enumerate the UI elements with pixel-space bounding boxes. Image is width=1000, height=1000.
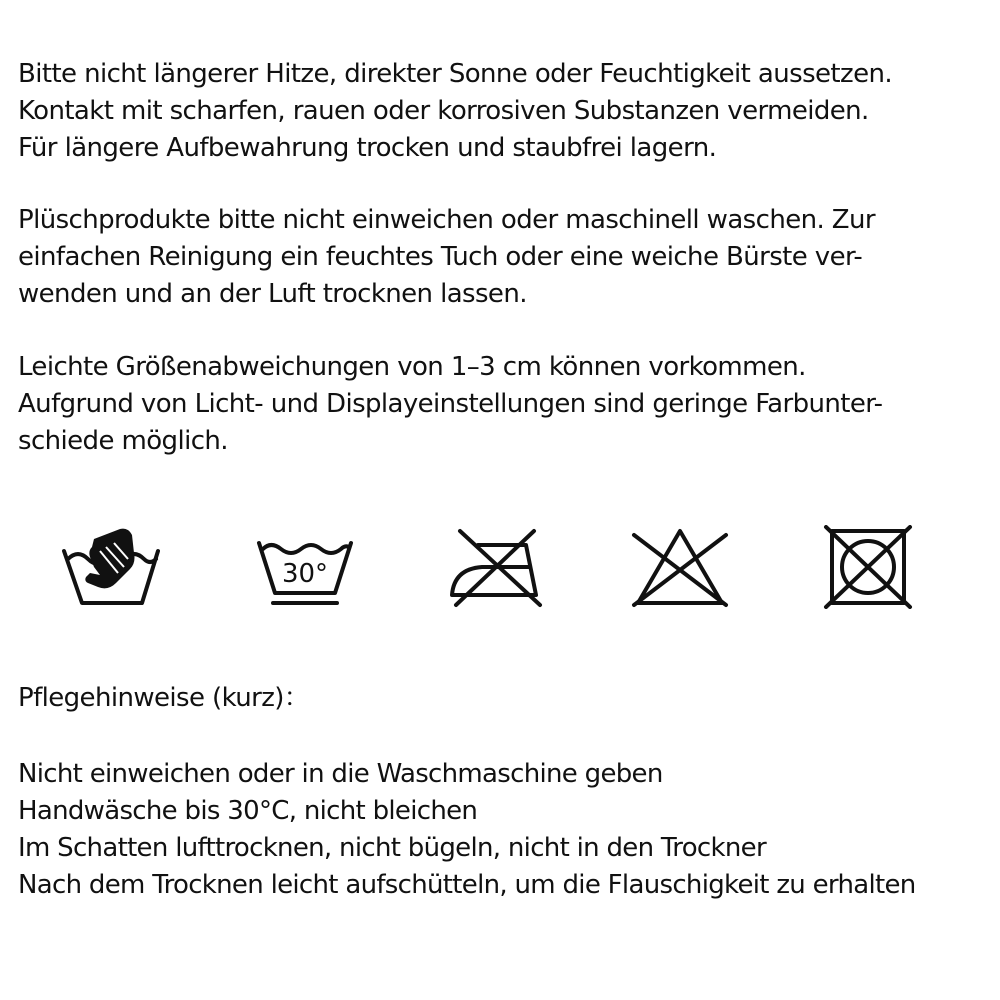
care-symbols-row (0, 525, 1000, 615)
list-item: Im Schatten lufttrocknen, nicht bügeln, nicht in den Trockner (18, 833, 766, 863)
text-line: Für längere Aufbewahrung trocken und staubfrei lagern. (18, 133, 717, 163)
list-item: Nicht einweichen oder in die Waschmaschine geben (18, 759, 663, 789)
hand-wash-icon (60, 525, 160, 609)
text-line: Aufgrund von Licht- und Displayeinstellungen sind geringe Farbunter- (18, 389, 883, 419)
list-item: Nach dem Trocknen leicht aufschütteln, um die Flauschigkeit zu erhalten (18, 870, 916, 900)
text-line: einfachen Reinigung ein feuchtes Tuch oder eine weiche Bürste ver- (18, 242, 863, 272)
text-line: Plüschprodukte bitte nicht einweichen oder maschinell waschen. Zur (18, 205, 875, 235)
text-line: wenden und an der Luft trocknen lassen. (18, 279, 527, 309)
no-ironing-icon (450, 525, 550, 609)
paragraph-cleaning (18, 202, 875, 313)
list-item: Handwäsche bis 30°C, nicht bleichen (18, 796, 478, 826)
no-bleach-icon (630, 525, 730, 609)
text-line: Kontakt mit scharfen, rauen oder korrosiven Substanzen vermeiden. (18, 96, 869, 126)
text-line: Leichte Größenabweichungen von 1–3 cm können vorkommen. (18, 352, 806, 382)
no-tumble-dry-icon (820, 525, 920, 609)
paragraph-storage (18, 56, 892, 167)
wash-temperature-label: 30° (281, 559, 329, 589)
wash-30-icon (255, 525, 355, 609)
text-line: schiede möglich. (18, 426, 228, 456)
text-line: Bitte nicht längerer Hitze, direkter Sonne oder Feuchtigkeit aussetzen. (18, 59, 893, 89)
care-summary-list (18, 756, 916, 904)
paragraph-size-color-note (18, 349, 882, 460)
care-summary-title: Pflegehinweise (kurz)： (18, 683, 310, 713)
